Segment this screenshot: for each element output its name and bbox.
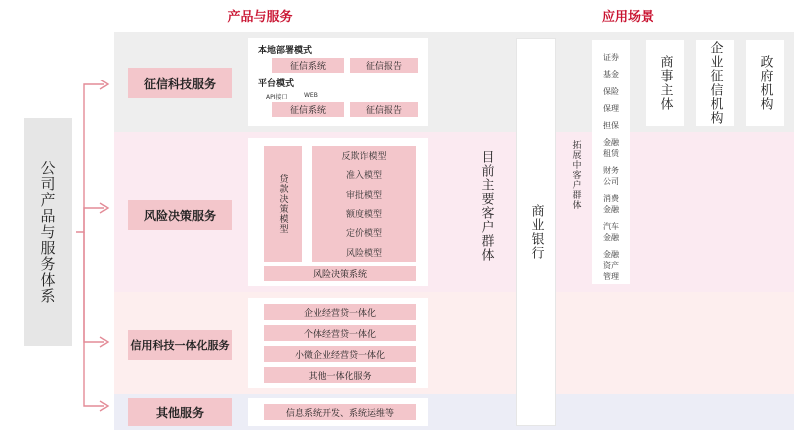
individual-loan-integration: 个体经营贷一体化 [264, 325, 416, 341]
fin-auto-finance: 汽车金融 [603, 222, 619, 242]
risk-decision-system: 风险决策系统 [264, 266, 416, 281]
model-risk: 风险模型 [345, 248, 382, 259]
fin-finance-company: 财务公司 [603, 166, 619, 186]
fin-consumer-finance: 消费金融 [603, 194, 619, 214]
business-entities-label: 商事主体 [657, 55, 673, 111]
loan-decision-model: 贷款决策模型 [264, 146, 302, 262]
enterprise-credit-agency-column [696, 40, 734, 126]
category-other[interactable]: 其他服务 [128, 398, 232, 426]
current-customer-label: 目前主要客户群体 [478, 150, 494, 262]
local-credit-system: 征信系统 [272, 58, 344, 73]
fin-insurance: 保险 [603, 87, 619, 96]
fin-asset-management: 金融资产管理 [603, 250, 619, 281]
system-title-box [24, 118, 72, 346]
micro-enterprise-loan-integration: 小微企业经营贷一体化 [264, 346, 416, 362]
model-list [312, 146, 416, 262]
model-limit: 额度模型 [345, 210, 382, 221]
fin-securities: 证券 [603, 53, 619, 62]
products-header: 产品与服务 [227, 10, 293, 25]
integration-panel [248, 298, 428, 388]
risk-panel [248, 138, 428, 286]
model-admission: 准入模型 [345, 171, 382, 182]
fin-fund: 基金 [603, 70, 619, 79]
model-approval: 审批模型 [345, 190, 382, 201]
other-integration-services: 其他一体化服务 [264, 367, 416, 383]
api-label: API接口 [266, 94, 288, 101]
business-entities-column [646, 40, 684, 126]
government-agency-column [746, 40, 784, 126]
it-development-ops: 信息系统开发、系统运维等 [264, 404, 416, 420]
government-agency-label: 政府机构 [757, 55, 773, 111]
credit-tech-panel [248, 38, 428, 126]
model-anti-fraud: 反欺诈模型 [341, 152, 387, 163]
fin-list [592, 52, 630, 282]
category-credit-integration[interactable]: 信用科技一体化服务 [128, 330, 232, 360]
fin-leasing: 金融租赁 [603, 138, 619, 158]
category-credit-tech[interactable]: 征信科技服务 [128, 68, 232, 98]
category-risk-decision[interactable]: 风险决策服务 [128, 200, 232, 230]
enterprise-loan-integration: 企业经营贷一体化 [264, 304, 416, 320]
platform-credit-report: 征信报告 [350, 102, 418, 117]
commercial-bank-column [516, 38, 556, 426]
other-panel [248, 398, 428, 426]
fin-guarantee: 担保 [603, 121, 619, 130]
web-label: WEB [304, 92, 318, 99]
commercial-bank-label: 商业银行 [528, 204, 544, 260]
model-pricing: 定价模型 [345, 229, 382, 240]
system-title: 公司产品与服务体系 [38, 160, 57, 304]
local-credit-report: 征信报告 [350, 58, 418, 73]
fin-factoring: 保理 [603, 104, 619, 113]
expanding-customer-label: 拓展中客户群体 [570, 140, 581, 210]
applications-header: 应用场景 [601, 10, 654, 25]
platform-credit-system: 征信系统 [272, 102, 344, 117]
enterprise-credit-agency-label: 企业征信机构 [707, 41, 723, 125]
local-mode-label: 本地部署模式 [258, 46, 313, 56]
financial-institutions-column [592, 40, 630, 284]
platform-mode-label: 平台模式 [258, 79, 295, 89]
